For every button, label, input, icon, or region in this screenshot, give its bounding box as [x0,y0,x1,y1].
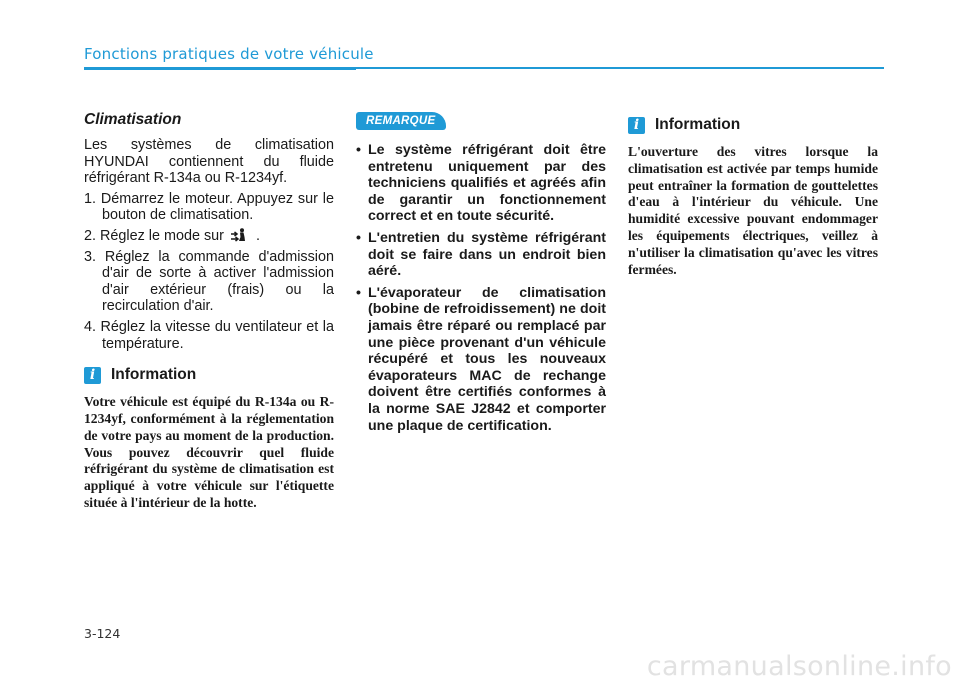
step-2 [84,228,334,245]
list-item: • Le système réfrigérant doit être entretenu uniquement par des techniciens qualifiés et agréés afin de garantir un fonctionnement correct et en toute sécurité. [356,142,606,225]
page-number: 3-124 [84,626,121,641]
info-title: Information [655,116,741,133]
left-column [84,108,334,512]
step-1: 1. Démarrez le moteur. Appuyez sur le bouton de climatisation. [84,190,334,224]
info-header [84,366,334,384]
step-3: 3. Réglez la commande d'admission d'air de sorte à activer l'admission d'air extérieur (frais) ou la recirculation d'air. [84,248,334,315]
info-icon: i [84,367,101,384]
climatisation-intro: Les systèmes de climatisation HYUNDAI contiennent du fluide réfrigérant R-134a ou R-1234yf. [84,137,334,187]
remarque-list [356,142,606,434]
step-4: 4. Réglez la vitesse du ventilateur et la température. [84,318,334,352]
climatisation-heading: Climatisation [84,111,182,128]
info-icon: i [628,117,645,134]
info-header [628,116,878,134]
info-text: Votre véhicule est équipé du R-134a ou R-1234yf, conformément à la réglementation de votre pays au moment de la production. Vous pouvez découvrir quel fluide réfrigérant du système de climatisation est appliqué à votre véhicule sur l'étiquette située à l'intérieur de la hotte. [84,394,334,510]
list-item: • L'évaporateur de climatisation (bobine de refroidissement) ne doit jamais être réparé ou remplacé par une pièce provenant d'un véhicule récupéré et tous les nouveaux évaporateurs MAC de rechange doivent être certifiés conformes à la norme SAE J2842 et comporter une plaque de certification. [356,285,606,434]
remarque-badge: REMARQUE [356,112,446,130]
list-item: • L'entretien du système réfrigérant doit se faire dans un endroit bien aéré. [356,230,606,280]
step-2-text: 2. Réglez le mode sur [84,227,224,244]
section-header-title: Fonctions pratiques de votre véhicule [84,45,374,63]
right-column [628,108,878,278]
info-text: L'ouverture des vitres lorsque la climatisation est activée par temps humide peut entraîner la formation de gouttelettes d'eau à l'intérieur du véhicule. Une humidité excessive pouvant endommager les équipements électriques, veillez à n'utiliser la climatisation qu'avec les vitres fermées. [628,144,878,277]
info-title: Information [111,366,197,384]
step-2-suffix: . [255,227,260,244]
watermark: carmanualsonline.info [646,651,952,682]
middle-column [356,108,606,439]
header-rule-accent [84,67,356,70]
airflow-mode-icon [230,228,252,242]
